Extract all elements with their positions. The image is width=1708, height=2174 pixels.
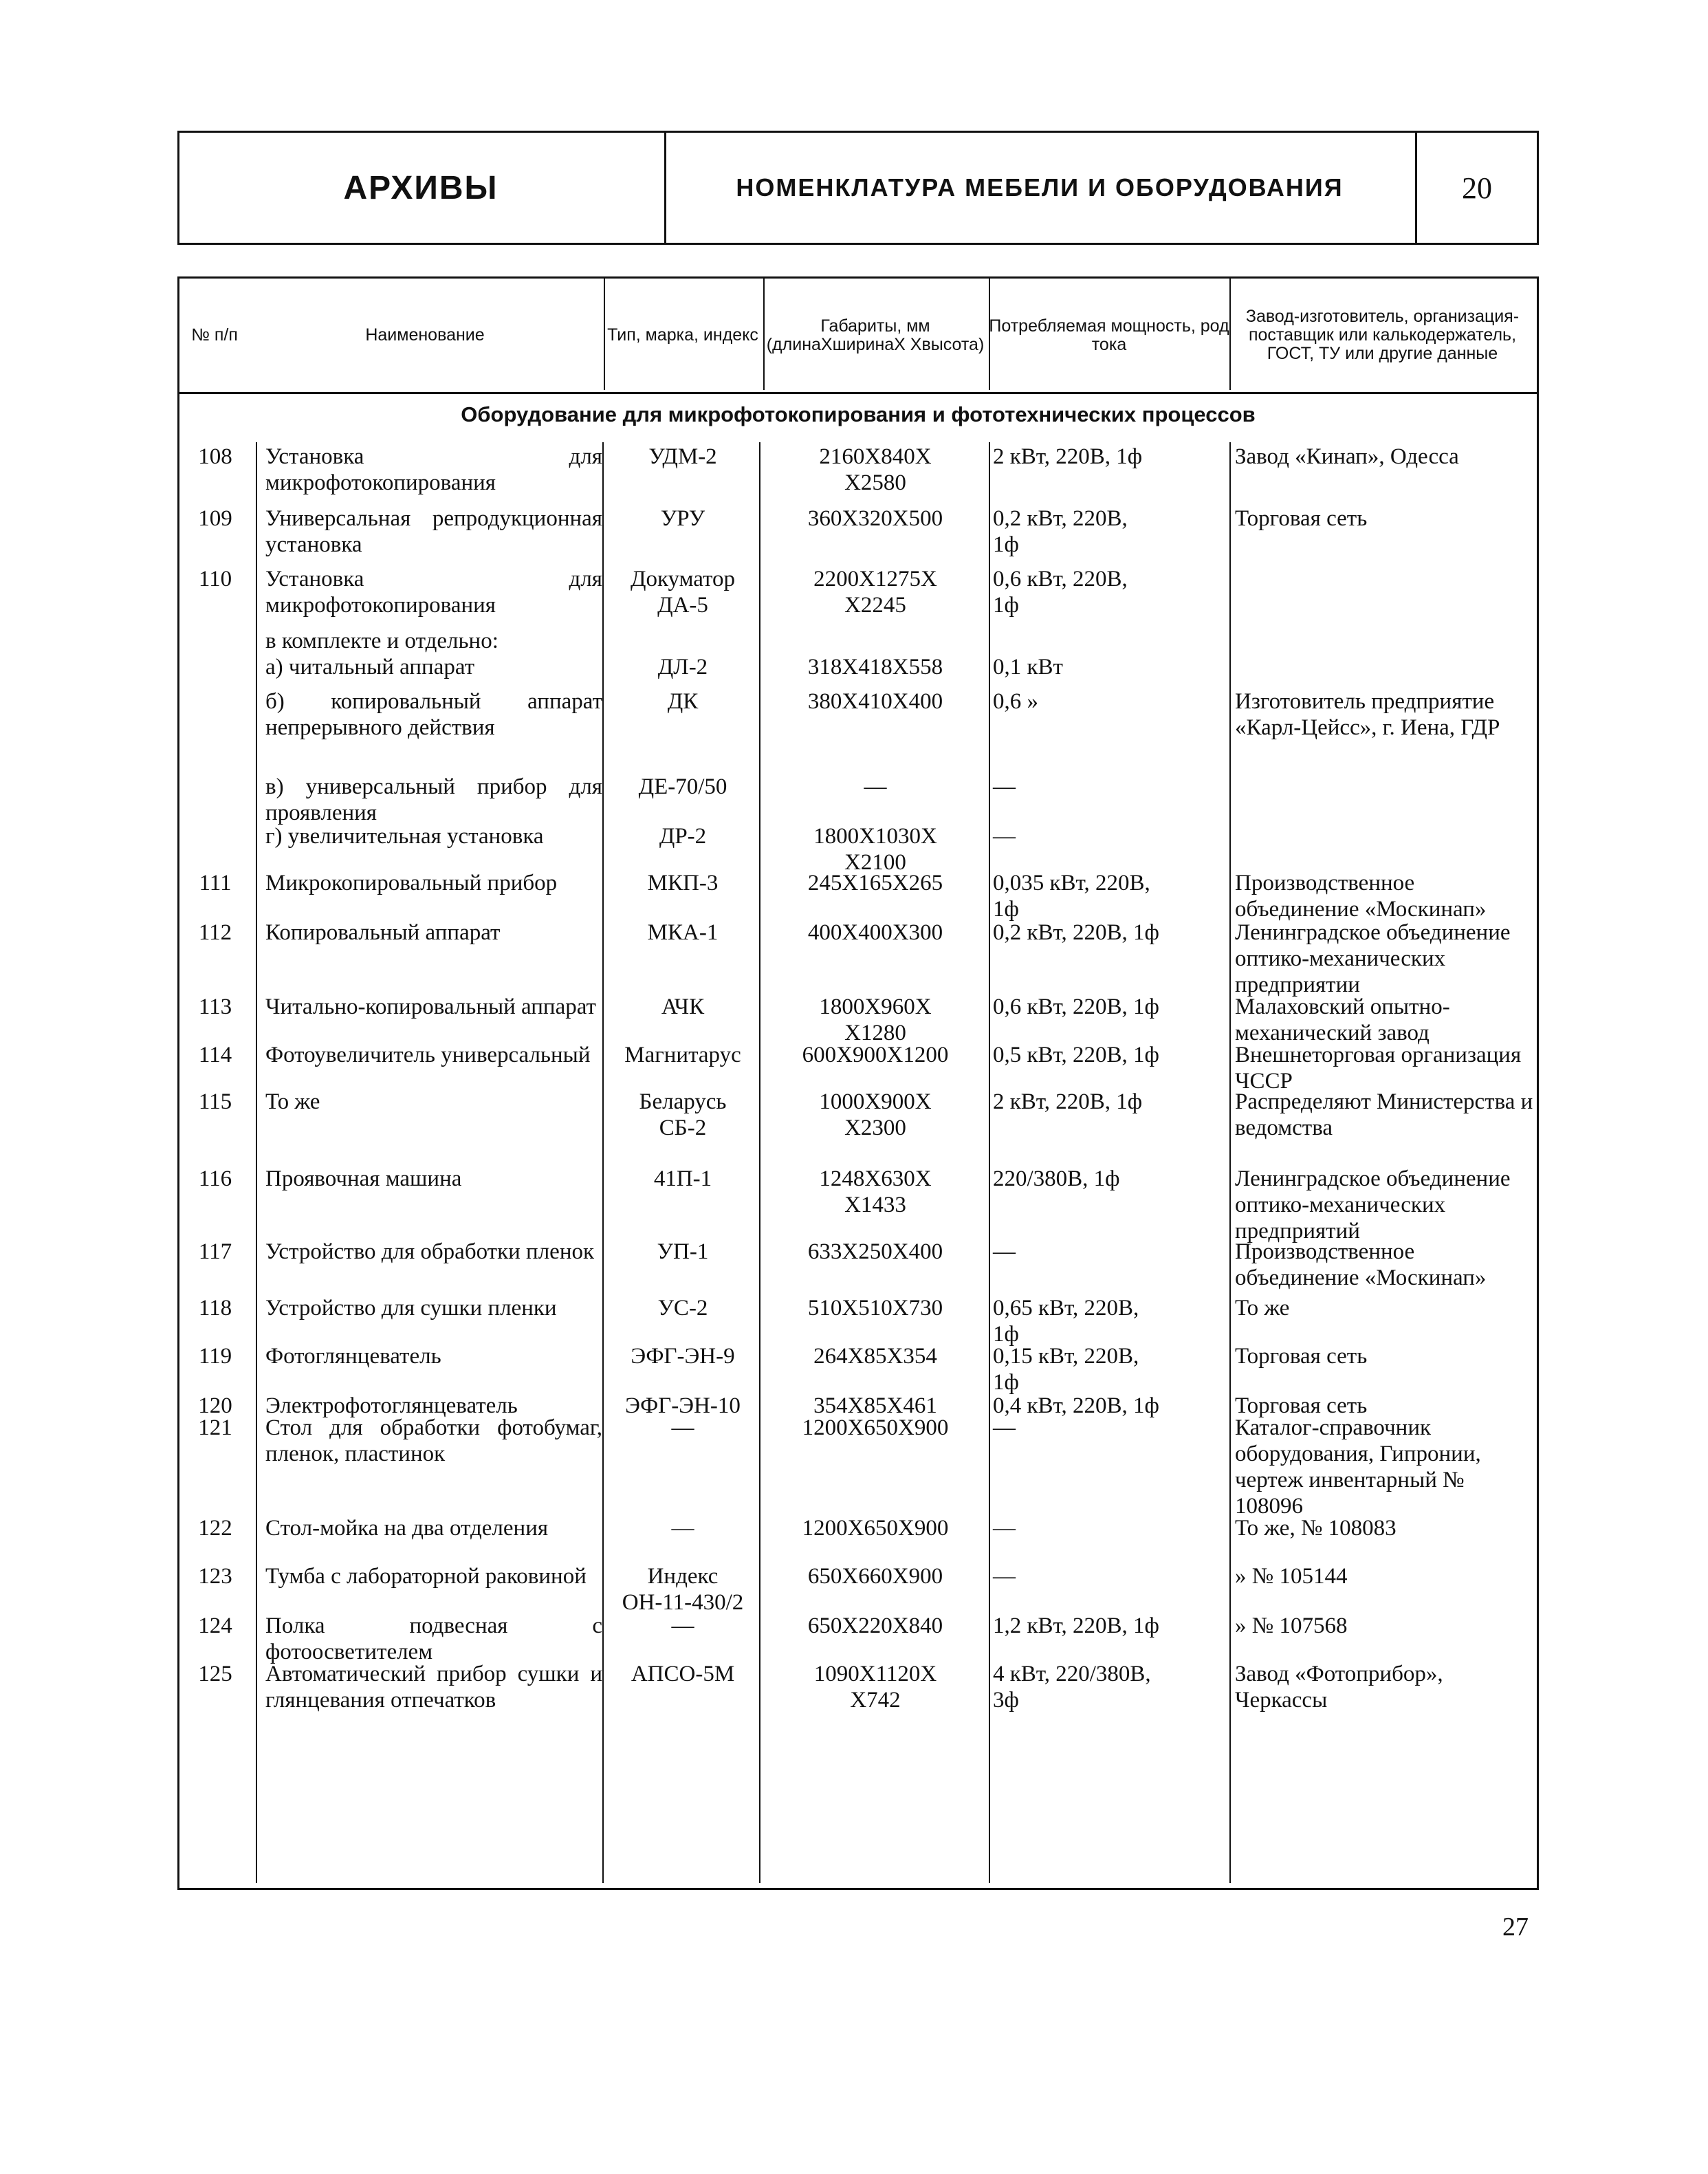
item-name: То же xyxy=(265,1089,320,1114)
item-name: в комплекте и отдельно: xyxy=(265,629,499,653)
item-model: Магнитарус xyxy=(624,1043,741,1067)
row-number: 118 xyxy=(198,1296,232,1320)
item-model: АЧК xyxy=(661,994,705,1019)
item-name: Автоматический прибор сушки и глянцевания отпечатков xyxy=(265,1662,602,1713)
item-model: ДЛ-2 xyxy=(657,655,708,680)
column-divider xyxy=(256,442,257,1883)
item-power: 2 кВт, 220В, 1ф xyxy=(993,444,1143,469)
item-manufacturer: Торговая сеть xyxy=(1235,506,1368,531)
item-manufacturer: Каталог-справочник оборудования, Гипронии, чертеж инвентарный № 108096 xyxy=(1235,1415,1481,1519)
row-number: 123 xyxy=(198,1564,232,1589)
item-name: а) читальный аппарат xyxy=(265,655,475,680)
item-model: ДР-2 xyxy=(659,824,707,849)
item-dimensions: 1800Х960Х Х1280 xyxy=(819,994,932,1045)
item-dimensions: — xyxy=(864,774,887,799)
item-name: г) увеличительная установка xyxy=(265,824,544,849)
item-model: МКА-1 xyxy=(647,920,719,945)
column-header-manufacturer: Завод-изготовитель, организация-поставщик или калькодержатель, ГОСТ, ТУ или другие данные xyxy=(1245,307,1520,363)
item-manufacturer: Ленинградское объединение оптико-механических предприятии xyxy=(1235,920,1511,997)
page-header xyxy=(177,131,1539,245)
item-model: ДК xyxy=(667,689,699,714)
item-power: — xyxy=(993,1516,1016,1541)
item-manufacturer: Изготовитель предприятие «Карл-Цейсс», г. Иена, ГДР xyxy=(1235,689,1500,740)
item-name: в) универсальный прибор для проявления xyxy=(265,774,602,825)
item-dimensions: 1800Х1030Х Х2100 xyxy=(813,824,937,875)
item-name: Универсальная репродукционная установка xyxy=(265,506,602,557)
item-name: Устройство для сушки пленки xyxy=(265,1296,557,1320)
item-model: УС-2 xyxy=(657,1296,708,1320)
item-manufacturer: Торговая сеть xyxy=(1235,1393,1368,1418)
row-number: 122 xyxy=(198,1516,232,1541)
item-power: — xyxy=(993,1239,1016,1264)
column-header-name: Наименование xyxy=(365,325,485,345)
item-power: 0,6 кВт, 220В, 1ф xyxy=(993,994,1159,1019)
item-model: ЭФГ-ЭН-9 xyxy=(631,1344,735,1369)
row-number: 108 xyxy=(198,444,232,469)
item-power: 0,15 кВт, 220В, 1ф xyxy=(993,1344,1139,1395)
row-number: 109 xyxy=(198,506,232,531)
row-number: 121 xyxy=(198,1415,232,1440)
item-power: 0,1 кВт xyxy=(993,655,1063,680)
item-power: 0,2 кВт, 220В, 1ф xyxy=(993,506,1128,557)
item-manufacturer: То же xyxy=(1235,1296,1290,1320)
row-number: 119 xyxy=(198,1344,232,1369)
item-dimensions: 633Х250Х400 xyxy=(807,1239,943,1264)
table-border xyxy=(177,279,179,1888)
item-power: 4 кВт, 220/380В, 3ф xyxy=(993,1662,1151,1713)
item-manufacturer: Завод «Кинап», Одесса xyxy=(1235,444,1459,469)
item-name: Тумба с лабораторной раковиной xyxy=(265,1564,587,1589)
item-dimensions: 245Х165Х265 xyxy=(807,871,943,895)
document-title: НОМЕНКЛАТУРА МЕБЕЛИ И ОБОРУДОВАНИЯ xyxy=(736,173,1344,202)
column-divider xyxy=(1229,442,1231,1883)
item-manufacturer: Ленинградское объединение оптико-механических предприятий xyxy=(1235,1166,1511,1243)
item-model: — xyxy=(671,1516,694,1541)
item-model: 41П-1 xyxy=(653,1166,712,1191)
row-number: 116 xyxy=(198,1166,232,1191)
item-model: — xyxy=(671,1415,694,1440)
item-model: УП-1 xyxy=(657,1239,709,1264)
item-manufacturer: Торговая сеть xyxy=(1235,1344,1368,1369)
item-manufacturer: » № 105144 xyxy=(1235,1564,1348,1589)
item-manufacturer: Распределяют Министерства и ведомства xyxy=(1235,1089,1533,1140)
item-dimensions: 1200Х650Х900 xyxy=(802,1415,949,1440)
item-power: 0,65 кВт, 220В, 1ф xyxy=(993,1296,1139,1347)
row-number: 115 xyxy=(198,1089,232,1114)
item-model: — xyxy=(671,1613,694,1638)
item-model: ДЕ-70/50 xyxy=(638,774,727,799)
item-power: 1,2 кВт, 220В, 1ф xyxy=(993,1613,1159,1638)
item-name: Фотоувеличитель универсальный xyxy=(265,1043,591,1067)
item-name: Стол-мойка на два отделения xyxy=(265,1516,549,1541)
section-heading: Оборудование для микрофотокопирования и фототехнических процессов xyxy=(461,402,1256,426)
row-number: 114 xyxy=(198,1043,232,1067)
row-number: 117 xyxy=(198,1239,232,1264)
item-name: Проявочная машина xyxy=(265,1166,462,1191)
table-header xyxy=(177,279,1539,394)
row-number: 125 xyxy=(198,1662,232,1686)
item-model: АПСО-5М xyxy=(631,1662,735,1686)
item-manufacturer: Производственное объединение «Москинап» xyxy=(1235,871,1487,922)
item-power: — xyxy=(993,774,1016,799)
item-dimensions: 360Х320Х500 xyxy=(807,506,943,531)
item-name: Микрокопировальный прибор xyxy=(265,871,558,895)
item-model: УРУ xyxy=(660,506,705,531)
item-power: 220/380В, 1ф xyxy=(993,1166,1120,1191)
column-divider xyxy=(1229,279,1231,390)
row-number: 112 xyxy=(198,920,232,945)
item-power: 0,035 кВт, 220В, 1ф xyxy=(993,871,1150,922)
item-power: 0,4 кВт, 220В, 1ф xyxy=(993,1393,1159,1418)
item-manufacturer: Малаховский опытно-механический завод xyxy=(1235,994,1450,1045)
item-power: 0,5 кВт, 220В, 1ф xyxy=(993,1043,1159,1067)
item-power: 0,6 » xyxy=(993,689,1038,714)
item-manufacturer: То же, № 108083 xyxy=(1235,1516,1397,1541)
item-model: МКП-3 xyxy=(647,871,719,895)
column-header-number: № п/п xyxy=(191,325,238,345)
column-divider xyxy=(763,279,765,390)
equipment-table xyxy=(177,276,1539,1890)
column-divider xyxy=(604,279,605,390)
item-power: — xyxy=(993,1415,1016,1440)
sheet-number: 20 xyxy=(1462,171,1492,205)
item-name: Копировальный аппарат xyxy=(265,920,501,945)
item-dimensions: 380Х410Х400 xyxy=(807,689,943,714)
item-name: Установка для микрофотокопирования xyxy=(265,567,602,618)
item-name: Фотоглянцеватель xyxy=(265,1344,441,1369)
item-dimensions: 650Х220Х840 xyxy=(807,1613,943,1638)
item-dimensions: 400Х400Х300 xyxy=(807,920,943,945)
item-dimensions: 510Х510Х730 xyxy=(807,1296,943,1320)
item-dimensions: 600Х900Х1200 xyxy=(802,1043,949,1067)
row-number: 111 xyxy=(199,871,232,895)
item-name: Устройство для обработки пленок xyxy=(265,1239,595,1264)
column-divider xyxy=(989,279,990,390)
item-dimensions: 1000Х900Х Х2300 xyxy=(819,1089,932,1140)
row-number: 124 xyxy=(198,1613,232,1638)
item-name: Читально-копировальный аппарат xyxy=(265,994,596,1019)
section-title: АРХИВЫ xyxy=(343,169,499,206)
item-dimensions: 2200Х1275Х Х2245 xyxy=(813,567,937,618)
item-name: Стол для обработки фотобумаг, пленок, пластинок xyxy=(265,1415,602,1466)
item-dimensions: 1248Х630Х Х1433 xyxy=(819,1166,932,1217)
item-dimensions: 2160Х840Х Х2580 xyxy=(819,444,932,495)
item-manufacturer: Производственное объединение «Москинап» xyxy=(1235,1239,1487,1290)
row-number: 110 xyxy=(198,567,232,591)
page-number: 27 xyxy=(1502,1913,1529,1942)
column-header-dimensions: Габариты, мм (длинаХширинаХ Хвысота) xyxy=(766,316,985,354)
item-dimensions: 318Х418Х558 xyxy=(807,655,943,680)
item-model: Беларусь СБ-2 xyxy=(639,1089,727,1140)
item-name: Полка подвесная с фотоосветителем xyxy=(265,1613,602,1664)
item-dimensions: 650Х660Х900 xyxy=(807,1564,943,1589)
row-number: 113 xyxy=(198,994,232,1019)
item-power: — xyxy=(993,824,1016,849)
item-dimensions: 1200Х650Х900 xyxy=(802,1516,949,1541)
column-header-power: Потребляемая мощность, род тока xyxy=(989,316,1229,354)
item-name: Электрофотоглянцеватель xyxy=(265,1393,518,1418)
item-power: — xyxy=(993,1564,1016,1589)
item-model: ЭФГ-ЭН-10 xyxy=(625,1393,741,1418)
item-manufacturer: Внешнеторговая организация ЧССР xyxy=(1235,1043,1522,1094)
item-dimensions: 264Х85Х354 xyxy=(813,1344,937,1369)
item-power: 2 кВт, 220В, 1ф xyxy=(993,1089,1143,1114)
item-name: б) копировальный аппарат непрерывного действия xyxy=(265,689,602,740)
item-name: Установка для микрофотокопирования xyxy=(265,444,602,495)
item-manufacturer: » № 107568 xyxy=(1235,1613,1348,1638)
column-header-model: Тип, марка, индекс xyxy=(607,325,758,345)
item-model: Докуматор ДА-5 xyxy=(630,567,736,618)
row-number: 120 xyxy=(198,1393,232,1418)
item-manufacturer: Завод «Фотоприбор», Черкассы xyxy=(1235,1662,1443,1713)
item-power: 0,6 кВт, 220В, 1ф xyxy=(993,567,1128,618)
item-power: 0,2 кВт, 220В, 1ф xyxy=(993,920,1159,945)
column-divider xyxy=(989,442,990,1883)
item-model: УДМ-2 xyxy=(648,444,717,469)
item-model: Индекс ОН-11-430/2 xyxy=(622,1564,744,1615)
item-dimensions: 354Х85Х461 xyxy=(813,1393,937,1418)
item-dimensions: 1090Х1120Х Х742 xyxy=(813,1662,937,1713)
